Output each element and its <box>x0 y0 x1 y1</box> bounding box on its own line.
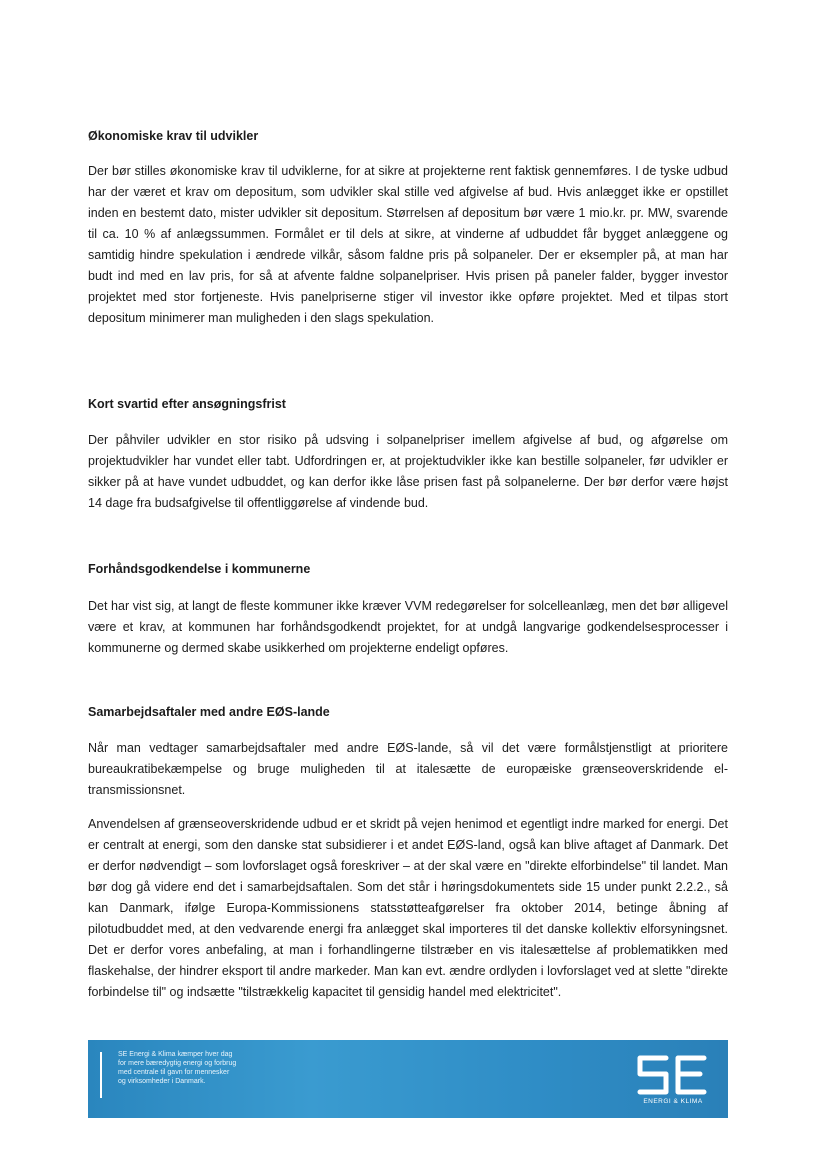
se-logo-icon <box>636 1052 708 1102</box>
section-heading-cooperation-agreements: Samarbejdsaftaler med andre EØS-lande <box>88 705 330 719</box>
logo-caption: ENERGI & KLIMA <box>643 1098 703 1105</box>
footer-tagline-line: og virksomheder i Danmark. <box>118 1078 206 1085</box>
section-heading-short-response-time: Kort svartid efter ansøgningsfrist <box>88 397 286 411</box>
section-paragraph: Det har vist sig, at langt de fleste kommuner ikke kræver VVM redegørelser for solcelleanlæg, men det bør alligevel være et krav, at kommunen har forhåndsgodkendt projektet, for at undgå langvarige godkendelsesprocesser i kommunerne og dermed skabe usikkerhed om projekterne endeligt opføres. <box>88 599 728 655</box>
footer-tagline <box>118 1050 318 1086</box>
section-heading-pre-approval: Forhåndsgodkendelse i kommunerne <box>88 562 311 576</box>
section-heading-economic-requirements: Økonomiske krav til udvikler <box>88 129 259 143</box>
section-paragraph: Anvendelsen af grænseoverskridende udbud er et skridt på vejen henimod et egentligt indre marked for energi. Det er centralt at energi, som den danske stat subsidierer i et andet EØS-land, også kan blive aftaget af Danmark. Det er derfor nødvendigt – som lovforslaget også foreskriver – at der skal være en "direkte elforbindelse" til landet. Man bør dog gå videre end det i samarbejdsaftalen. Som det står i høringsdokumentets side 15 under punkt 2.2.2., så kan Danmark, ifølge Europa-Kommissionens statsstøtteafgørelser fra oktober 2014, betinge åbning af pilotudbuddet med, at den vedvarende energi fra anlægget skal importeres til det danske kollektiv elforsyningsnet. Det er derfor vores anbefaling, at man i forhandlingerne tilstræber en vis italesættelse af problematikken med flaskehalse, der hindrer eksport til andre markeder. Man kan evt. ændre ordlyden i lovforslaget ved at slette "direkte forbindelse til" og indsætte "tilstrækkelig kapacitet til gensidig handel med elektricitet". <box>88 817 728 999</box>
section-paragraph: Når man vedtager samarbejdsaftaler med andre EØS-lande, så vil det være formålstjenstligt at prioritere bureaukratibekæmpelse og bruge muligheden til at italesætte de europæiske grænseoverskridende el-transmissionsnet. <box>88 741 728 797</box>
footer-tagline-line: med centrale til gavn for mennesker <box>118 1069 230 1076</box>
footer-tagline-line: for mere bæredygtig energi og forbrug <box>118 1060 237 1067</box>
footer-tagline-line: SE Energi & Klima kæmper hver dag <box>118 1051 233 1058</box>
footer-divider <box>100 1052 102 1098</box>
footer-banner <box>88 1040 728 1118</box>
section-paragraph: Der påhviler udvikler en stor risiko på udsving i solpanelpriser imellem afgivelse af bud, og afgørelse om projektudvikler har vundet eller tabt. Udfordringen er, at projektudvikler ikke kan bestille solpaneler, før udvikler er sikker på at have vundet udbuddet, og kan derfor ikke låse prisen fast på solpanelerne. Der bør derfor være højst 14 dage fra budsafgivelse til offentliggørelse af vindende bud. <box>88 433 728 510</box>
section-paragraph: Der bør stilles økonomiske krav til udviklerne, for at sikre at projekterne rent faktisk gennemføres. I de tyske udbud har der været et krav om depositum, som udvikler skal stille ved afgivelse af bud. Hvis anlægget ikke er opstillet inden en bestemt dato, mister udvikler sit depositum. Størrelsen af depositum bør være 1 mio.kr. pr. MW, svarende til ca. 10 % af anlægssummen. Formålet er til dels at sikre, at vinderne af udbuddet får bygget anlæggene og samtidig hindre spekulation i ændrede vilkår, såsom faldne pris på solpaneler. Der er eksempler på, at man har budt ind med en lav pris, for så at afvente faldne solpanelpriser. Hvis prisen på paneler falder, bygger investor projektet med stor fortjeneste. Hvis panelpriserne stiger vil investor ikke opføre projektet. Med et tilpas stort depositum minimerer man muligheden i den slags spekulation. <box>88 164 728 325</box>
